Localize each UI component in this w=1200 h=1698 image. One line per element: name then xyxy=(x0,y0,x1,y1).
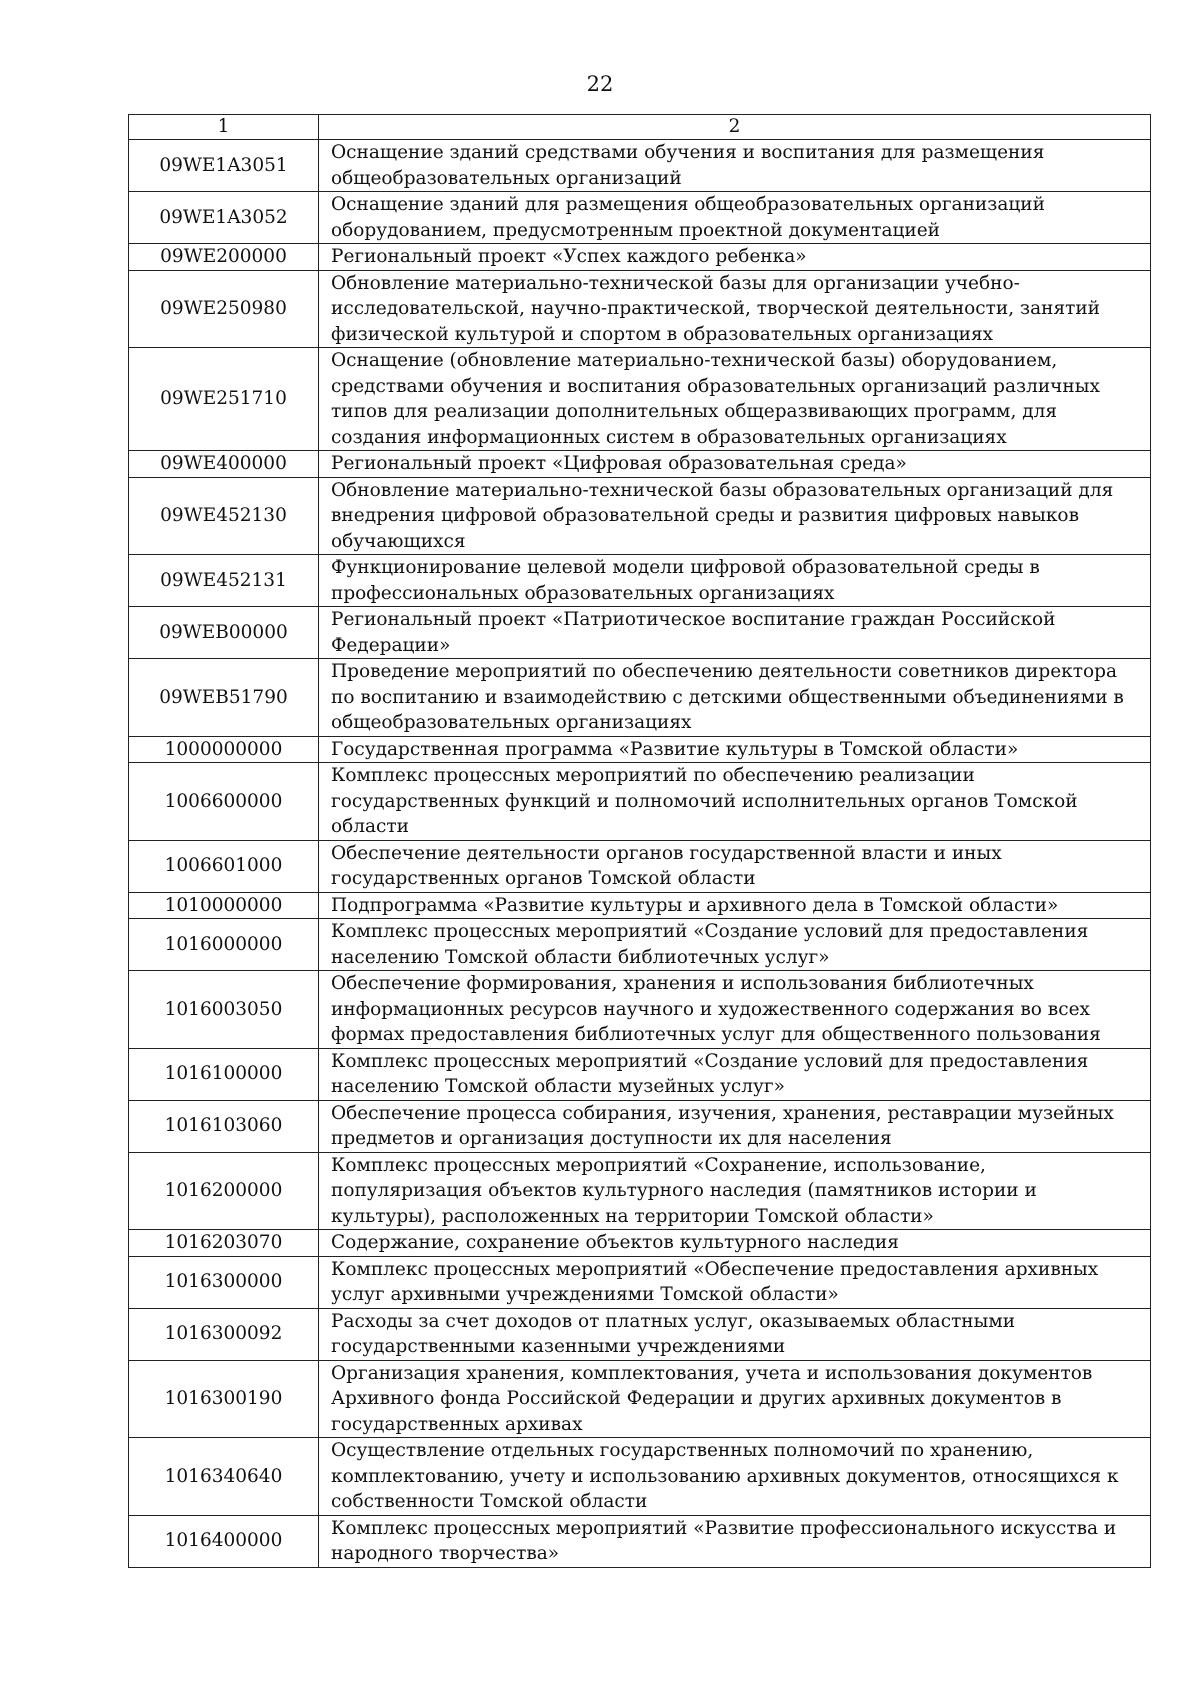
row-code: 1016003050 xyxy=(129,971,319,1049)
table-row xyxy=(129,451,1151,478)
row-code: 1006601000 xyxy=(129,840,319,892)
row-code: 09WE200000 xyxy=(129,244,319,271)
table-row xyxy=(129,840,1151,892)
row-code: 1010000000 xyxy=(129,892,319,919)
table-row xyxy=(129,1438,1151,1516)
row-code: 09WEB51790 xyxy=(129,659,319,737)
row-code: 1016200000 xyxy=(129,1152,319,1230)
table-row xyxy=(129,919,1151,971)
table-row xyxy=(129,1100,1151,1152)
row-code: 09WE1A3051 xyxy=(129,140,319,192)
row-description: Комплекс процессных мероприятий «Развитие профессионального искусства и народного творчества» xyxy=(319,1515,1151,1567)
row-description: Обеспечение формирования, хранения и использования библиотечных информационных ресурсов научного и художественного содержания во всех формах предоставления библиотечных услуг для общественного пользования xyxy=(319,971,1151,1049)
row-description: Проведение мероприятий по обеспечению деятельности советников директора по воспитанию и взаимодействию с детскими общественными объединениями в общеобразовательных организациях xyxy=(319,659,1151,737)
table-row xyxy=(129,892,1151,919)
table-row xyxy=(129,1360,1151,1438)
table-row xyxy=(129,659,1151,737)
row-description: Комплекс процессных мероприятий «Создание условий для предоставления населению Томской области музейных услуг» xyxy=(319,1048,1151,1100)
row-description: Расходы за счет доходов от платных услуг, оказываемых областными государственными казенными учреждениями xyxy=(319,1308,1151,1360)
row-description: Подпрограмма «Развитие культуры и архивного дела в Томской области» xyxy=(319,892,1151,919)
table-row xyxy=(129,1308,1151,1360)
row-code: 1006600000 xyxy=(129,763,319,841)
row-description: Комплекс процессных мероприятий «Сохранение, использование, популяризация объектов культурного наследия (памятников истории и культуры), расположенных на территории Томской области» xyxy=(319,1152,1151,1230)
row-code: 1016300092 xyxy=(129,1308,319,1360)
table-row xyxy=(129,348,1151,451)
table-row xyxy=(129,763,1151,841)
row-description: Оснащение зданий средствами обучения и воспитания для размещения общеобразовательных организаций xyxy=(319,140,1151,192)
table-row xyxy=(129,1515,1151,1567)
table-row xyxy=(129,1048,1151,1100)
row-code: 1016103060 xyxy=(129,1100,319,1152)
row-code: 1016400000 xyxy=(129,1515,319,1567)
row-code: 1016340640 xyxy=(129,1438,319,1516)
row-code: 1000000000 xyxy=(129,736,319,763)
row-description: Комплекс процессных мероприятий «Обеспечение предоставления архивных услуг архивными учреждениями Томской области» xyxy=(319,1256,1151,1308)
row-description: Оснащение (обновление материально-технической базы) оборудованием, средствами обучения и воспитания образовательных организаций различных типов для реализации дополнительных общеразвивающих программ, для создания информационных систем в образовательных организациях xyxy=(319,348,1151,451)
row-description: Региональный проект «Успех каждого ребенка» xyxy=(319,244,1151,271)
table-row xyxy=(129,607,1151,659)
row-code: 1016203070 xyxy=(129,1230,319,1257)
row-description: Оснащение зданий для размещения общеобразовательных организаций оборудованием, предусмотренным проектной документацией xyxy=(319,192,1151,244)
row-description: Обеспечение процесса собирания, изучения, хранения, реставрации музейных предметов и организация доступности их для населения xyxy=(319,1100,1151,1152)
row-code: 09WE251710 xyxy=(129,348,319,451)
classification-table xyxy=(128,114,1151,1568)
table-row xyxy=(129,1230,1151,1257)
table-row xyxy=(129,736,1151,763)
column-header-1: 1 xyxy=(129,115,319,140)
row-description: Комплекс процессных мероприятий по обеспечению реализации государственных функций и полномочий исполнительных органов Томской области xyxy=(319,763,1151,841)
table-header-row xyxy=(129,115,1151,140)
row-description: Региональный проект «Патриотическое воспитание граждан Российской Федерации» xyxy=(319,607,1151,659)
table-row xyxy=(129,971,1151,1049)
row-code: 09WE400000 xyxy=(129,451,319,478)
table-row xyxy=(129,477,1151,555)
row-code: 09WE452130 xyxy=(129,477,319,555)
row-code: 09WE1A3052 xyxy=(129,192,319,244)
table-row xyxy=(129,1152,1151,1230)
row-description: Региональный проект «Цифровая образовательная среда» xyxy=(319,451,1151,478)
row-code: 1016000000 xyxy=(129,919,319,971)
table-row xyxy=(129,192,1151,244)
row-description: Государственная программа «Развитие культуры в Томской области» xyxy=(319,736,1151,763)
row-code: 1016300000 xyxy=(129,1256,319,1308)
table-row xyxy=(129,270,1151,348)
table-row xyxy=(129,1256,1151,1308)
table-row xyxy=(129,140,1151,192)
row-description: Содержание, сохранение объектов культурного наследия xyxy=(319,1230,1151,1257)
row-code: 1016100000 xyxy=(129,1048,319,1100)
row-description: Обновление материально-технической базы образовательных организаций для внедрения цифровой образовательной среды и развития цифровых навыков обучающихся xyxy=(319,477,1151,555)
row-description: Комплекс процессных мероприятий «Создание условий для предоставления населению Томской области библиотечных услуг» xyxy=(319,919,1151,971)
row-description: Осуществление отдельных государственных полномочий по хранению, комплектованию, учету и использованию архивных документов, относящихся к собственности Томской области xyxy=(319,1438,1151,1516)
row-code: 1016300190 xyxy=(129,1360,319,1438)
row-code: 09WE452131 xyxy=(129,555,319,607)
row-description: Организация хранения, комплектования, учета и использования документов Архивного фонда Российской Федерации и других архивных документов в государственных архивах xyxy=(319,1360,1151,1438)
row-description: Обновление материально-технической базы для организации учебно-исследовательской, научно-практической, творческой деятельности, занятий физической культурой и спортом в образовательных организациях xyxy=(319,270,1151,348)
row-description: Обеспечение деятельности органов государственной власти и иных государственных органов Томской области xyxy=(319,840,1151,892)
page-number: 22 xyxy=(586,72,614,96)
table-row xyxy=(129,555,1151,607)
row-code: 09WE250980 xyxy=(129,270,319,348)
table-row xyxy=(129,244,1151,271)
row-code: 09WEB00000 xyxy=(129,607,319,659)
column-header-2: 2 xyxy=(319,115,1151,140)
row-description: Функционирование целевой модели цифровой образовательной среды в профессиональных образовательных организациях xyxy=(319,555,1151,607)
